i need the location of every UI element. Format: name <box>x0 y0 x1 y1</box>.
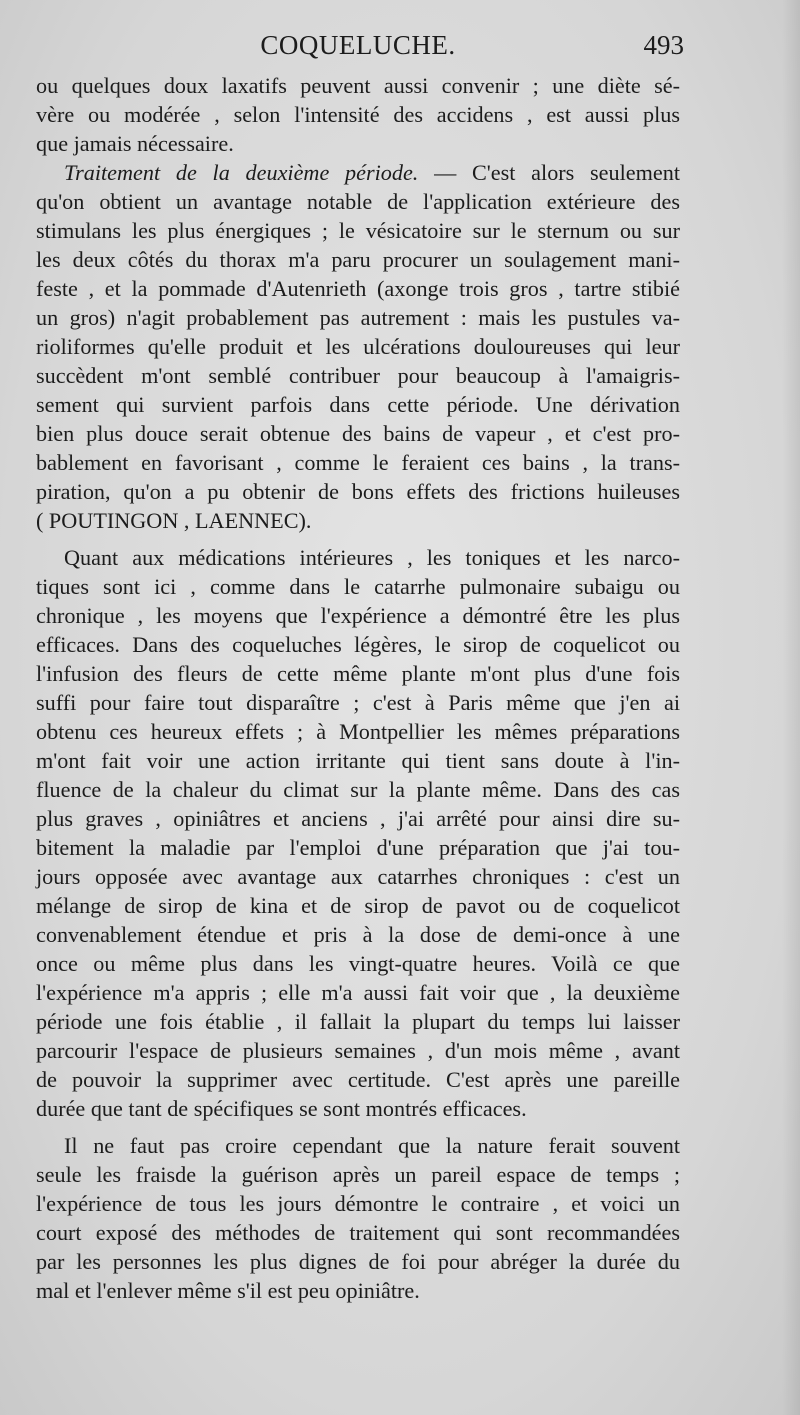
text-line: efficaces. Dans des coqueluches légères, le sirop de coquelicot ou <box>36 632 680 657</box>
text-line: suffi pour faire tout disparaître ; c'est à Paris même que j'en ai <box>36 690 680 715</box>
text-line: succèdent m'ont semblé contribuer pour beaucoup à l'amaigris- <box>36 363 680 388</box>
page-edge-shadow <box>782 0 800 1415</box>
text-line: Quant aux médications intérieures , les toniques et les narco- <box>64 545 680 570</box>
text-line: piration, qu'on a pu obtenir de bons effets des frictions huileuses <box>36 479 680 504</box>
text-line: convenablement étendue et pris à la dose de demi-once à une <box>36 922 680 947</box>
text-line: mélange de sirop de kina et de sirop de pavot ou de coquelicot <box>36 893 680 918</box>
text-line: durée que tant de spécifiques se sont montrés efficaces. <box>36 1096 527 1121</box>
text-line: sement qui survient parfois dans cette période. Une dérivation <box>36 392 680 417</box>
text-line: vère ou modérée , selon l'intensité des accidens , est aussi plus <box>36 102 680 127</box>
text-line: court exposé des méthodes de traitement qui sont recommandées <box>36 1220 680 1245</box>
text-line: qu'on obtient un avantage notable de l'application extérieure des <box>36 189 680 214</box>
body-text <box>36 71 680 1305</box>
text-line: seule les fraisde la guérison après un pareil espace de temps ; <box>36 1162 680 1187</box>
text-line: feste , et la pommade d'Autenrieth (axonge trois gros , tartre stibié <box>36 276 680 301</box>
text-line: Il ne faut pas croire cependant que la nature ferait souvent <box>64 1133 680 1158</box>
text-line: période une fois établie , il fallait la plupart du temps lui laisser <box>36 1009 680 1034</box>
text-line: de pouvoir la supprimer avec certitude. C'est après une pareille <box>36 1067 680 1092</box>
text-line: un gros) n'agit probablement pas autrement : mais les pustules va- <box>36 305 680 330</box>
text-line: l'expérience m'a appris ; elle m'a aussi fait voir que , la deuxième <box>36 980 680 1005</box>
text-line: l'infusion des fleurs de cette même plante m'ont plus d'une fois <box>36 661 680 686</box>
text-line: tiques sont ici , comme dans le catarrhe pulmonaire subaigu ou <box>36 574 680 599</box>
text-line: que jamais nécessaire. <box>36 131 234 156</box>
text-line: parcourir l'espace de plusieurs semaines , d'un mois même , avant <box>36 1038 680 1063</box>
paragraph-gap <box>36 535 680 543</box>
text-line: m'ont fait voir une action irritante qui tient sans doute à l'in- <box>36 748 680 773</box>
text-line: ou quelques doux laxatifs peuvent aussi convenir ; une diète sé- <box>36 73 680 98</box>
text-line: mal et l'enlever même s'il est peu opiniâtre. <box>36 1278 420 1303</box>
page-header <box>36 30 684 66</box>
text-line: plus graves , opiniâtres et anciens , j'ai arrêté pour ainsi dire su- <box>36 806 680 831</box>
text-line: rioliformes qu'elle produit et les ulcérations douloureuses qui leur <box>36 334 680 359</box>
text-line: ( POUTINGON , LAENNEC). <box>36 508 312 533</box>
text-line: chronique , les moyens que l'expérience a démontré être les plus <box>36 603 680 628</box>
section-heading: Traitement de la deuxième période. — C'est alors seulement <box>64 160 680 185</box>
text-line: par les personnes les plus dignes de foi pour abréger la durée du <box>36 1249 680 1274</box>
text-line: les deux côtés du thorax m'a paru procurer un soulagement mani- <box>36 247 680 272</box>
page-number: 493 <box>643 30 684 60</box>
text-line: bitement la maladie par l'emploi d'une préparation que j'ai tou- <box>36 835 680 860</box>
paragraph-gap <box>36 1123 680 1131</box>
text-line: fluence de la chaleur du climat sur la plante même. Dans des cas <box>36 777 680 802</box>
text-line: bien plus douce serait obtenue des bains de vapeur , et c'est pro- <box>36 421 680 446</box>
text-line: stimulans les plus énergiques ; le vésicatoire sur le sternum ou sur <box>36 218 680 243</box>
text-line: l'expérience de tous les jours démontre le contraire , et voici un <box>36 1191 680 1216</box>
text-line: obtenu ces heureux effets ; à Montpellier les mêmes préparations <box>36 719 680 744</box>
text-line: once ou même plus dans les vingt-quatre heures. Voilà ce que <box>36 951 680 976</box>
text-line: bablement en favorisant , comme le feraient ces bains , la trans- <box>36 450 680 475</box>
text-line: jours opposée avec avantage aux catarrhes chroniques : c'est un <box>36 864 680 889</box>
text-line <box>36 158 680 187</box>
running-title: COQUELUCHE. <box>260 30 456 60</box>
